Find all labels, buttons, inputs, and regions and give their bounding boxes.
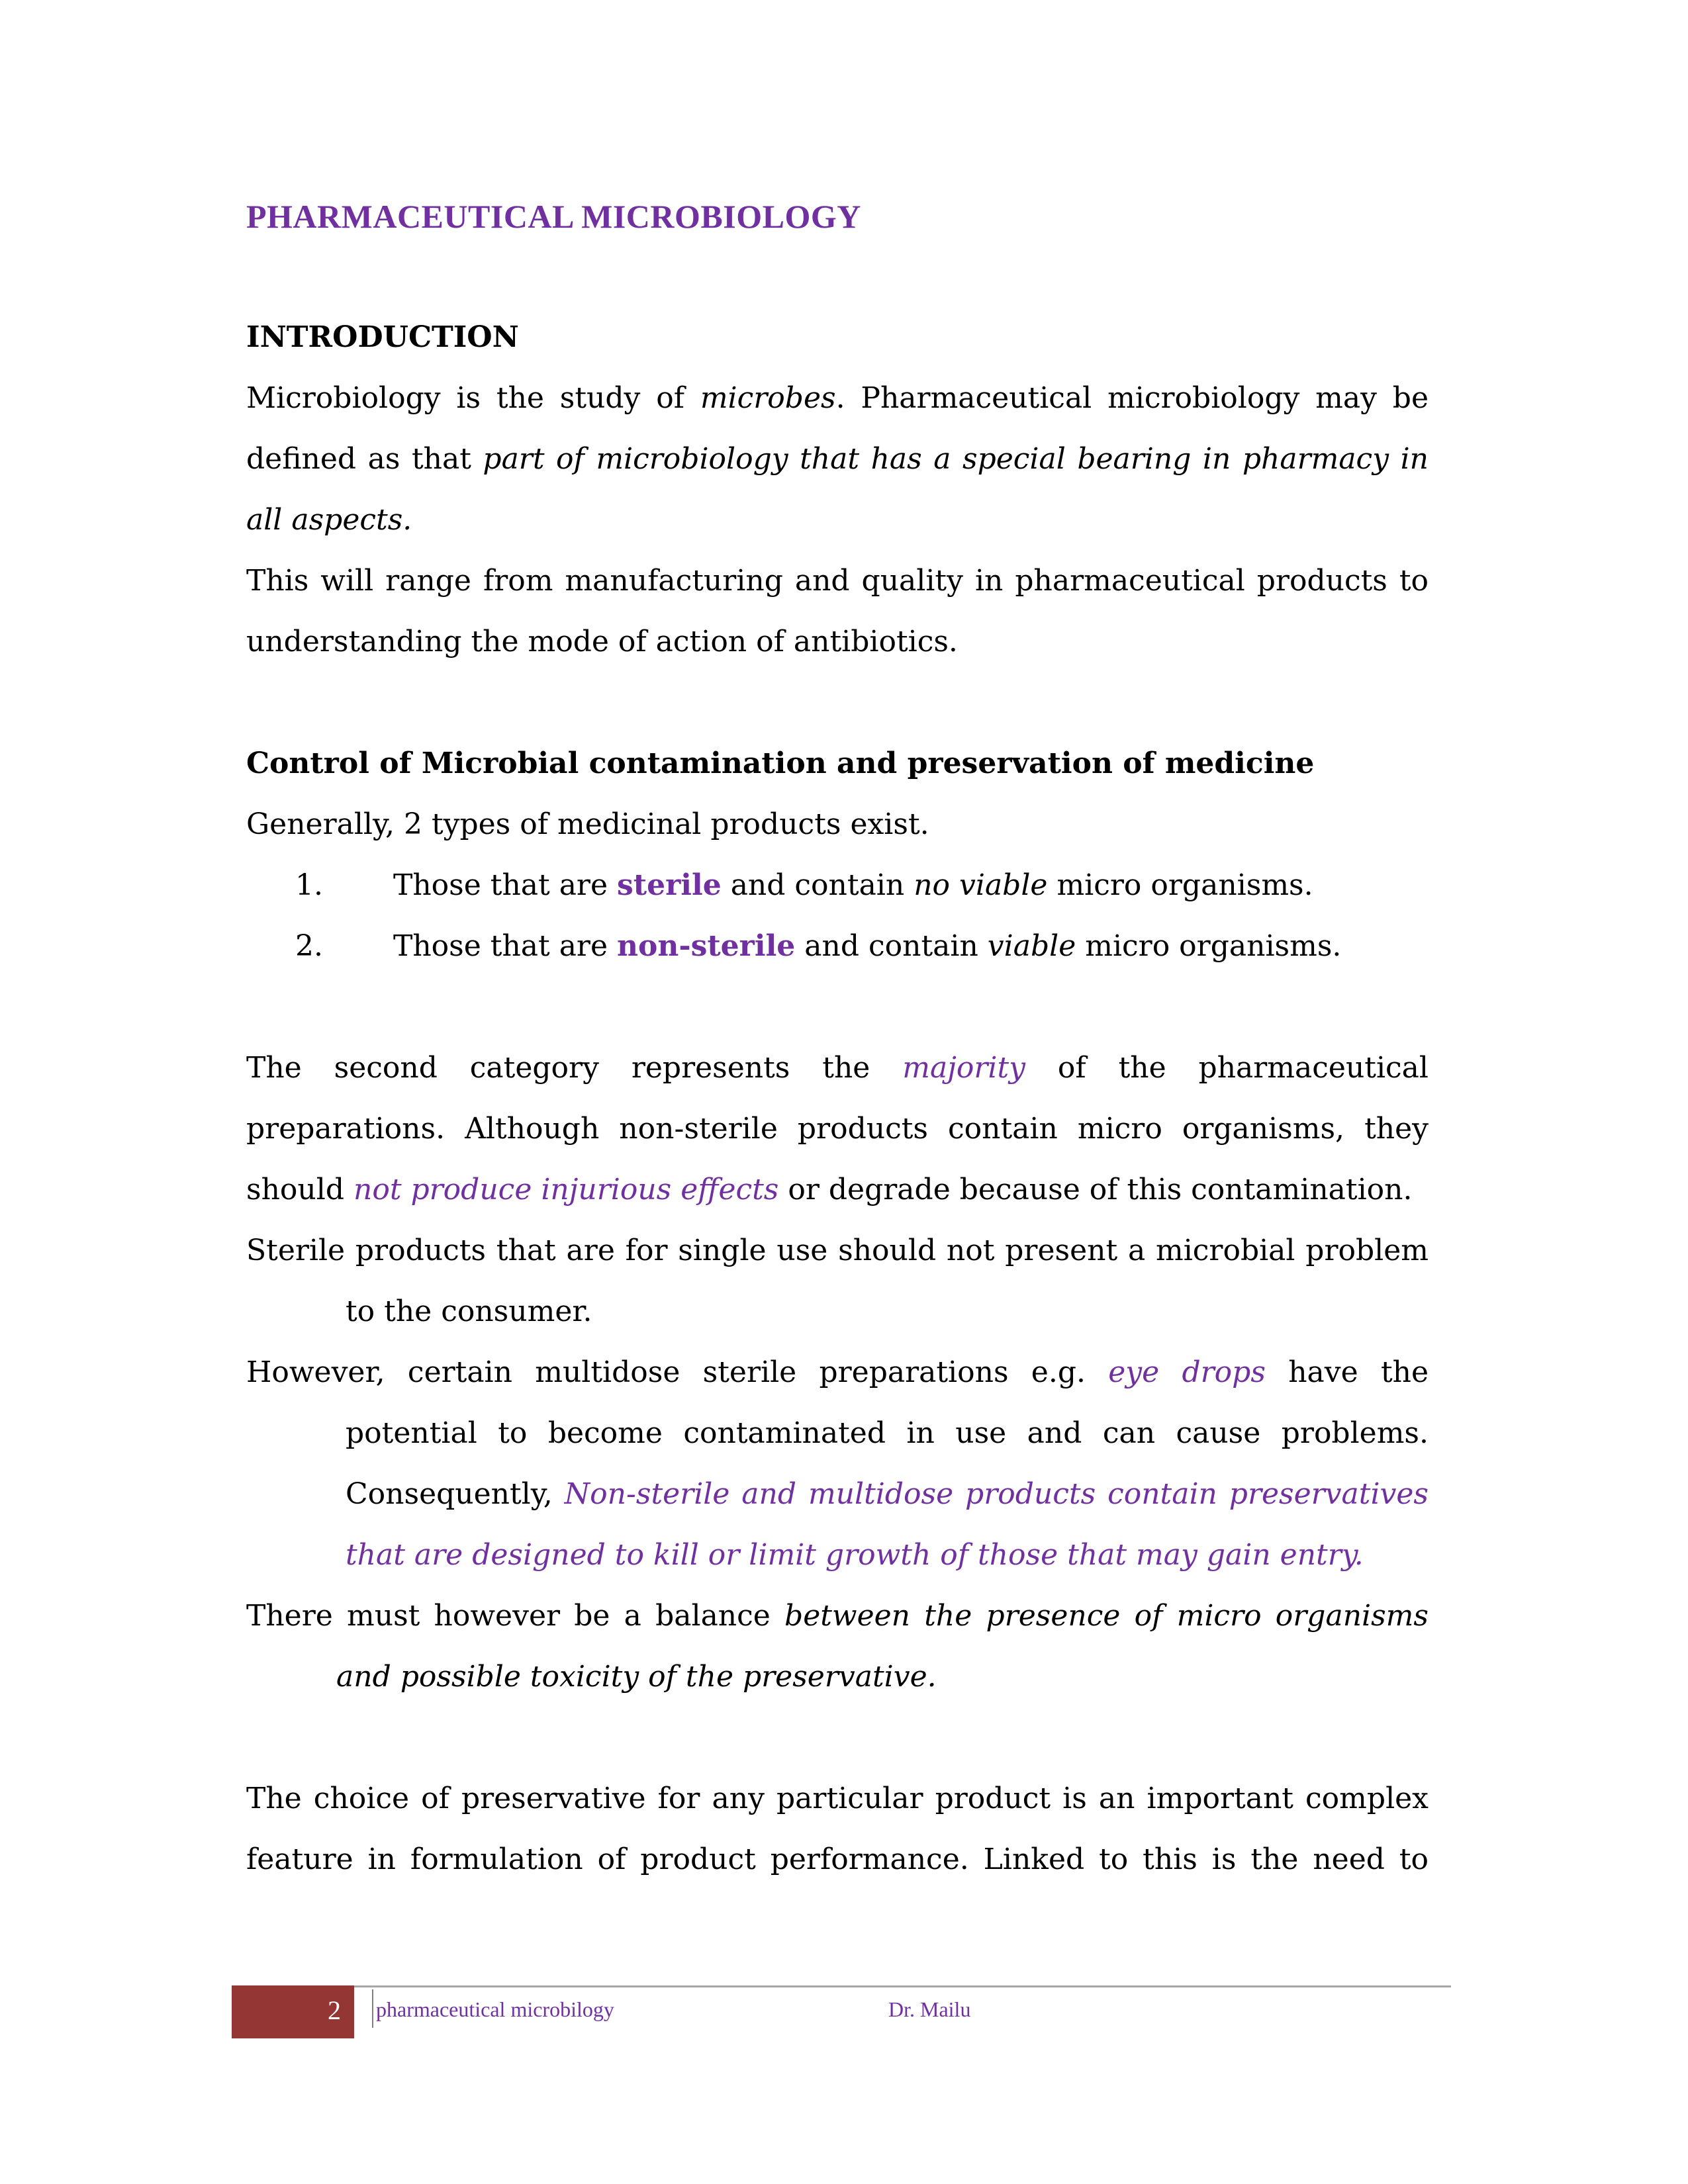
highlight-italic: Non-sterile and multidose products contain preservatives that are designed to kill or limit growth of those that may gain entry.: [346, 1477, 1429, 1572]
text-run-italic: between the presence of micro organisms and possible toxicity of the preservative.: [336, 1599, 1429, 1694]
document-title: PHARMACEUTICAL MICROBIOLOGY: [246, 198, 861, 235]
text-run: Those that are: [393, 868, 617, 902]
sterile-paragraph: Sterile products that are for single use should not present a microbial problem to the consumer.: [246, 1234, 1429, 1328]
spacer: [246, 977, 1429, 1038]
footer-rule: [246, 1985, 1451, 1987]
introduction-heading: INTRODUCTION: [246, 320, 519, 354]
list-number: 1.: [295, 868, 323, 902]
text-run: and contain: [795, 929, 988, 963]
footer-author: Dr. Mailu: [888, 1997, 971, 2021]
footer-separator: [372, 1989, 373, 2028]
multidose-paragraph: [246, 1342, 1429, 1586]
text-run-italic: microbes: [700, 381, 836, 415]
highlight-term: non-sterile: [617, 929, 796, 963]
list-item: [246, 916, 1429, 977]
introduction-paragraph: [246, 368, 1429, 551]
text-run: micro organisms.: [1076, 929, 1342, 963]
document-body: [246, 307, 1429, 1890]
text-run: There must however be a balance: [246, 1599, 785, 1633]
scope-paragraph: This will range from manufacturing and quality in pharmaceutical products to understanding the mode of action of antibiotics.: [246, 564, 1429, 659]
text-run-italic: viable: [987, 929, 1076, 963]
text-run: and contain: [721, 868, 914, 902]
spacer: [246, 1707, 1429, 1768]
text-run: micro organisms.: [1047, 868, 1313, 902]
product-types-list: [246, 855, 1429, 977]
highlight-italic: eye drops: [1108, 1355, 1266, 1389]
text-run-italic: no viable: [914, 868, 1048, 902]
spacer: [246, 672, 1429, 733]
text-run: Microbiology is the study of: [246, 381, 700, 415]
text-run: However, certain multidose sterile preparations e.g.: [246, 1355, 1109, 1389]
text-run: or degrade because of this contamination.: [778, 1173, 1413, 1206]
control-heading: Control of Microbial contamination and preservation of medicine: [246, 747, 1315, 780]
footer-running-title: pharmaceutical microbilogy: [376, 1997, 614, 2021]
page-number: 2: [328, 1995, 341, 2025]
text-run-italic: part of microbiology that has a special bearing in pharmacy in all aspects.: [246, 442, 1429, 537]
list-number: 2.: [295, 929, 323, 963]
balance-paragraph: [246, 1586, 1429, 1707]
text-run: Those that are: [393, 929, 617, 963]
text-run: The second category represents the: [246, 1051, 903, 1085]
text-run: . Pharmaceutical microbiology may be defined as that: [246, 381, 1429, 476]
choice-paragraph: The choice of preservative for any particular product is an important complex feature in formulation of product performance. Linked to this is the need to: [246, 1782, 1429, 1876]
text-run: of the pharmaceutical preparations. Although non-sterile products contain micro organisms, they should: [246, 1051, 1429, 1206]
highlight-italic: majority: [902, 1051, 1025, 1085]
text-run: have the potential to become contaminated in use and can cause problems. Consequently,: [346, 1355, 1429, 1511]
category-paragraph: [246, 1038, 1429, 1220]
control-lead: Generally, 2 types of medicinal products exist.: [246, 807, 929, 841]
highlight-italic: not produce injurious effects: [353, 1173, 779, 1206]
highlight-term: sterile: [617, 868, 722, 902]
list-item: [246, 855, 1429, 916]
